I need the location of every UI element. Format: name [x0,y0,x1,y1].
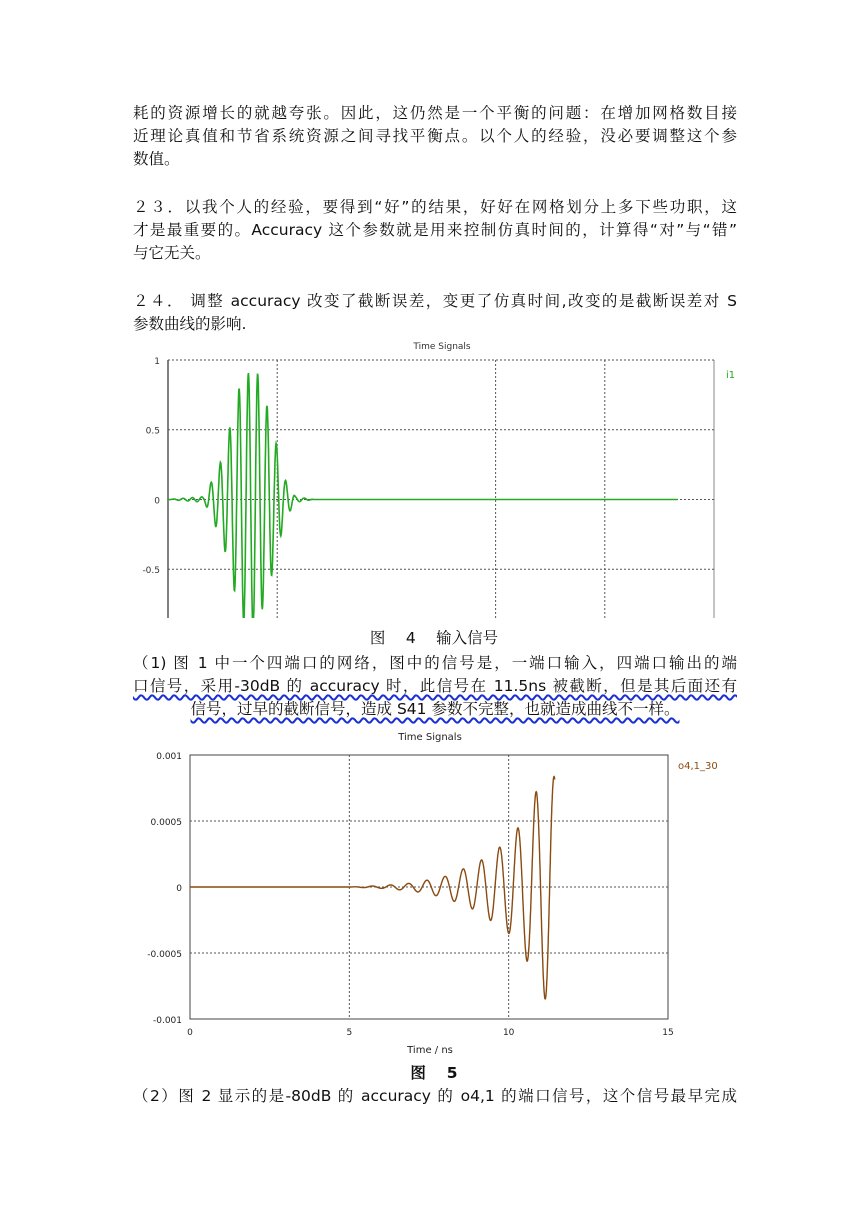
y-tick-label: 1 [154,357,160,367]
paragraph-note-1 [133,652,737,721]
text-line: 参数曲线的影响. [133,315,247,333]
text-line: 近理论真值和节省系统资源之间寻找平衡点。以个人的经验，没必要调整这个参 [133,127,737,145]
text-line [133,675,737,698]
y-tick-labels [142,357,160,576]
x-tick-label: 5 [346,1028,353,1038]
legend-entry-o4-1-30: o4,1_30 [678,761,718,772]
x-tick-label: 10 [502,1028,515,1038]
y-tick-label: -0.5 [142,566,160,577]
text-line [133,698,737,721]
series-line-i1 [168,373,678,618]
text-line: （2）图 2 显示的是-80dB 的 accuracy 的 o4,1 的端口信号，这个信号最早完成 [133,1087,737,1105]
paragraph-item-24 [133,290,737,336]
text-line: 与它无关。 [133,244,211,262]
y-tick-label: -0.0005 [147,950,182,960]
text-line: ２３．以我个人的经验，要得到“好”的结果，好好在网格划分上多下些功职，这 [133,198,737,216]
chart-title: Time Signals [413,342,471,352]
figure-5-output-signal-chart [130,725,740,1060]
paragraph-note-2 [133,1085,737,1108]
figure-5-caption: 图 5 [410,1064,458,1082]
y-tick-labels [147,752,182,1026]
y-tick-label: 0 [176,884,182,894]
text-line: （1) 图 1 中一个四端口的网络，图中的信号是，一端口输入，四端口输出的端 [133,654,737,672]
x-tick-label: 15 [662,1028,674,1038]
figure-4-input-signal-chart [132,338,736,618]
paragraph-item-23 [133,196,737,265]
underlined-text: 口信号，采用-30dB 的 accuracy 时，此信号在 11.5ns 被截断，但是其后面还有 [133,677,737,695]
text-line: 才是最重要的。Accuracy 这个参数就是用来控制仿真时间的，计算得“对”与“错” [133,221,737,239]
chart-title: Time Signals [398,732,462,743]
text-line: 耗的资源增长的就越夸张。因此，这仍然是一个平衡的问题：在增加网格数目接 [133,104,737,122]
y-tick-label: 0.001 [156,752,182,762]
x-axis-label: Time / ns [407,1045,453,1056]
legend-entry-i1: i1 [726,370,736,381]
figure-4-caption: 图 4 输入信号 [369,629,499,647]
y-tick-label: 0 [154,496,160,507]
paragraph-resources [133,102,737,171]
y-tick-label: -0.001 [152,1016,182,1026]
series-line-o4-1-30 [190,777,555,999]
text-line: 数值。 [133,150,180,168]
x-tick-labels [187,1028,674,1038]
x-tick-label: 0 [187,1028,193,1038]
y-tick-label: 0.0005 [150,818,182,828]
text-line: ２４． 调整 accuracy 改变了截断误差，变更了仿真时间,改变的是截断误差对 S [133,292,737,310]
underlined-text: 信号，过早的截断信号，造成 S41 参数不完整，也就造成曲线不一样。 [190,700,680,718]
y-tick-label: 0.5 [145,426,160,437]
